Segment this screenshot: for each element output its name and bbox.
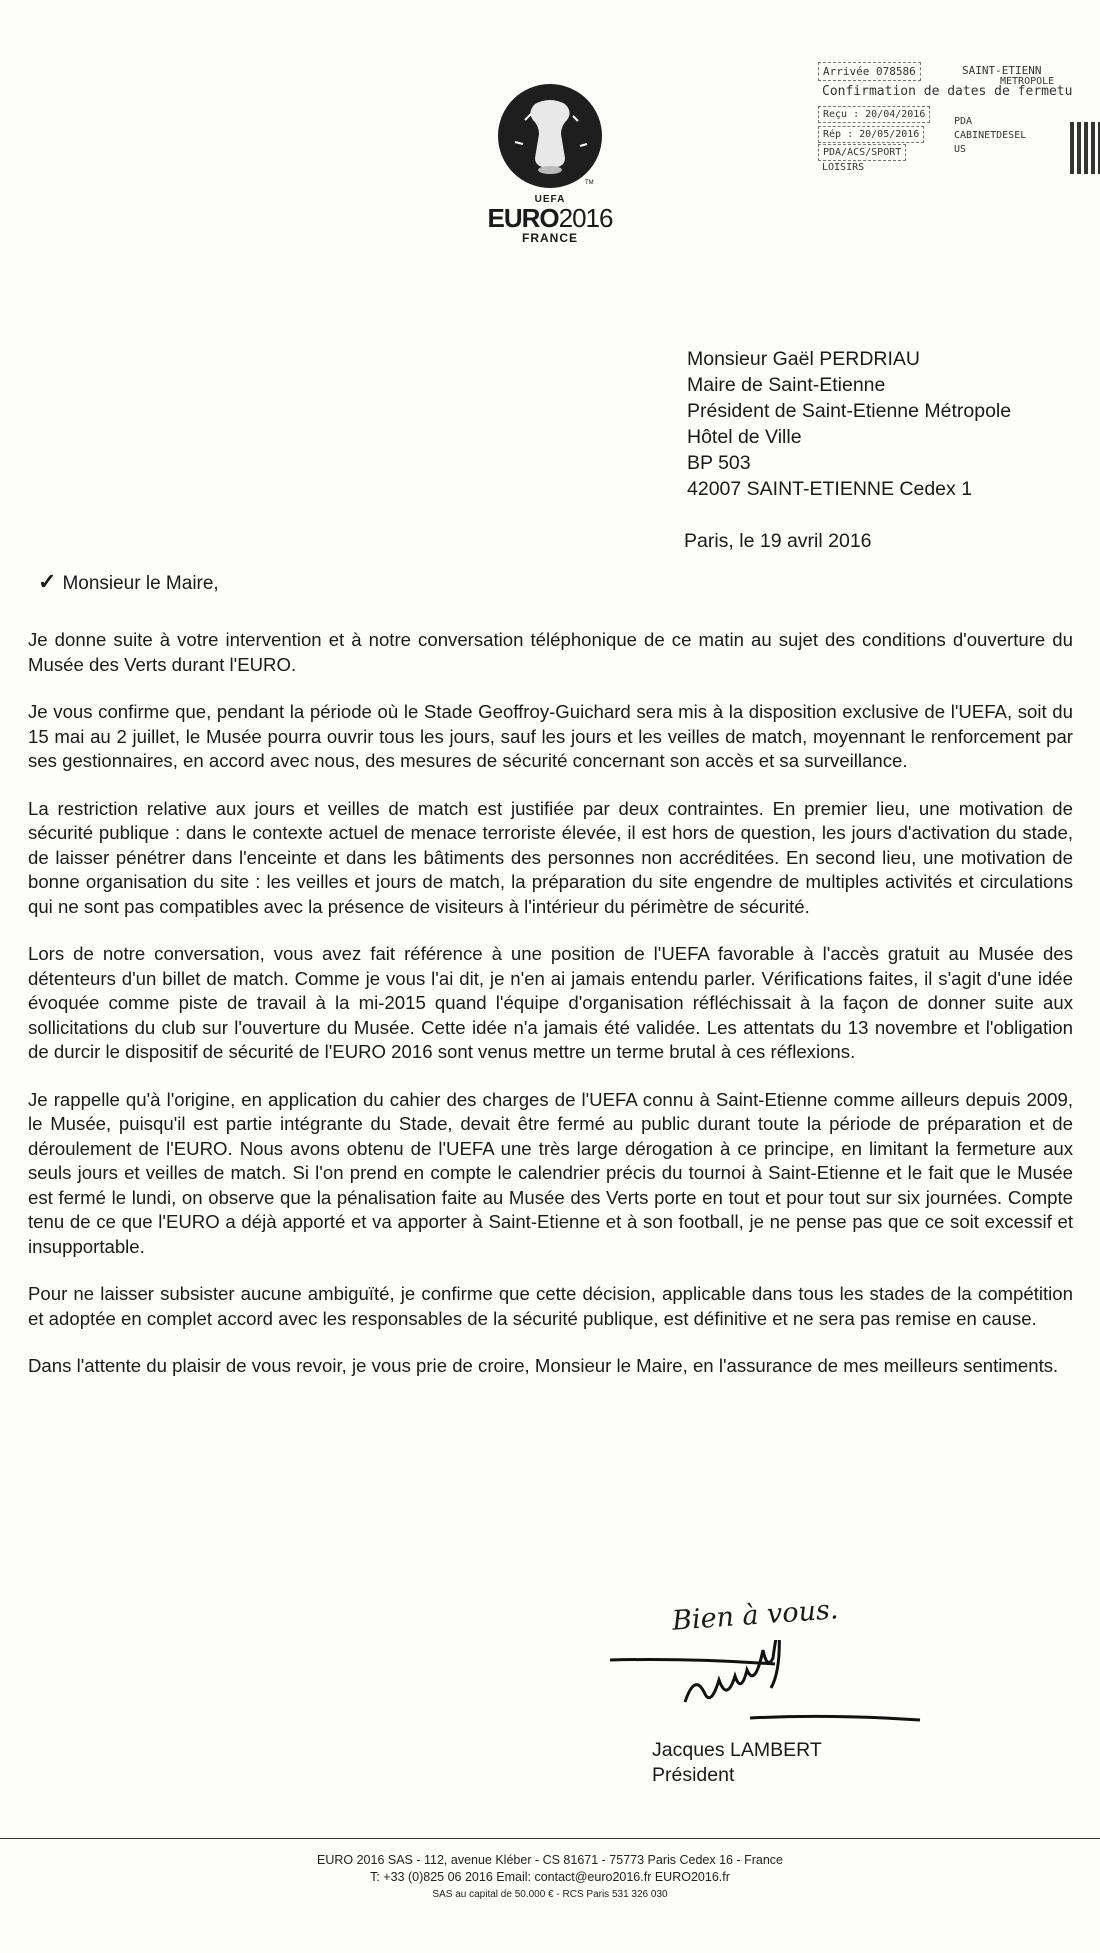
stamp-received-date: Reçu : 20/04/2016 — [818, 106, 930, 123]
recipient-address — [687, 346, 1011, 502]
footer-contact: T: +33 (0)825 06 2016 Email: contact@euro2016.fr EURO2016.fr — [370, 1870, 730, 1884]
stamp-dest: PDA — [954, 116, 973, 127]
signature-icon — [600, 1640, 930, 1750]
stamp-dest-2: CABINETDESEL — [954, 130, 1027, 141]
qr-code-icon — [1070, 122, 1100, 174]
paragraph: Lors de notre conversation, vous avez fait référence à une position de l'UEFA favorable à l'accès gratuit au Musée des détenteurs d'un billet de match. Comme je vous l'ai dit, je n'en ai jamais entendu parler. Vérifications faites, il s'agit d'une idée évoquée comme piste de travail à la mi-2015 quand l'équipe d'organisation réfléchissait à la façon de donner suite aux sollicitations du club sur l'ouverture du Musée. Cette idée n'a jamais été validée. Les attentats du 13 novembre et l'obligation de durcir le dispositif de sécurité de l'EURO 2016 sont venus mettre un terme brutal à ces réflexions. — [28, 943, 1073, 1062]
address-line-6: 42007 SAINT-ETIENNE Cedex 1 — [687, 478, 973, 500]
arrival-stamp — [818, 62, 1100, 212]
stamp-service-2: LOISIRS — [822, 162, 865, 173]
address-line-2: Maire de Saint-Etienne — [687, 374, 886, 396]
footer — [0, 1852, 1100, 1903]
paragraph: Pour ne laisser subsister aucune ambiguïté, je confirme que cette décision, applicable dans tous les stades de la compétition et adoptée en complet accord avec les responsables de la sécurité publique, est définitive et ne sera pas remise en cause. — [28, 1283, 1073, 1329]
footer-legal: SAS au capital de 50.000 € - RCS Paris 531 326 030 — [432, 1889, 668, 1900]
euro2016-logo — [470, 80, 630, 245]
signer-title: Président — [652, 1764, 735, 1786]
signer-block — [652, 1738, 822, 1788]
salutation — [38, 569, 219, 595]
paragraph: Je donne suite à votre intervention et à notre conversation téléphonique de ce matin au sujet des conditions d'ouverture du Musée des Verts durant l'EURO. — [28, 629, 1073, 675]
logo-euro-word: EURO — [487, 203, 559, 233]
paragraph: Je rappelle qu'à l'origine, en application du cahier des charges de l'UEFA connu à Saint-Etienne comme ailleurs depuis 2009, le Musée, puisqu'il est partie intégrante du Stade, devait être fermé au public durant toute la période de préparation et de déroulement de l'EURO. Nous avons obtenu de l'UEFA une très large dérogation à ce principe, en limitant la fermeture aux seuls jours et veilles de match. Si l'on prend en compte le calendrier précis du tournoi à Saint-Etienne et le fait que le Musée est fermé le lundi, on observe que la pénalisation faite au Musée des Verts porte en tout et pour tout sur six journées. Compte tenu de ce que l'EURO a déjà apporté et va apporter à Saint-Etienne et à son football, je ne pense pas que ce soit excessif et insupportable. — [28, 1088, 1073, 1257]
footer-divider — [0, 1838, 1100, 1839]
salutation-text: Monsieur le Maire, — [62, 573, 219, 594]
paragraph: Dans l'attente du plaisir de vous revoir, je vous prie de croire, Monsieur le Maire, en l'assurance de mes meilleurs sentiments. — [28, 1355, 1059, 1376]
stamp-city: SAINT-ETIENN — [962, 64, 1042, 77]
trophy-icon — [495, 80, 605, 192]
stamp-city-2: METROPOLE — [1000, 76, 1055, 87]
address-line-3: Président de Saint-Etienne Métropole — [687, 400, 1012, 422]
handwritten-note: Bien à vous. — [671, 1594, 840, 1637]
address-line-1: Monsieur Gaël PERDRIAU — [687, 348, 920, 370]
stamp-service: PDA/ACS/SPORT — [818, 144, 906, 161]
stamp-reply-date: Rép : 20/05/2016 — [818, 126, 924, 143]
stamp-subject: Confirmation de dates de fermetu — [822, 84, 1073, 99]
footer-address: EURO 2016 SAS - 112, avenue Kléber - CS 81671 - 75773 Paris Cedex 16 - France — [317, 1853, 783, 1867]
stamp-dest-3: US — [954, 144, 967, 155]
letter-date: Paris, le 19 avril 2016 — [684, 530, 872, 552]
signer-name: Jacques LAMBERT — [652, 1739, 822, 1761]
handwritten-tick-icon: ✓ — [38, 569, 57, 594]
logo-uefa-text: UEFA — [534, 194, 566, 205]
address-line-5: BP 503 — [687, 452, 751, 474]
paragraph: La restriction relative aux jours et veilles de match est justifiée par deux contraintes. En premier lieu, une motivation de sécurité publique : dans le contexte actuel de menace terroriste élevée, il est hors de question, les jours d'activation du stade, de laisser pénétrer dans l'enceinte et dans les bâtiments des personnes non accréditées. En second lieu, une motivation de bonne organisation du site : les veilles et jours de match, la préparation du site engendre de multiples activités et circulations qui ne sont pas compatibles avec la présence de visiteurs à l'intérieur du périmètre de sécurité. — [28, 797, 1073, 917]
logo-euro-text — [470, 205, 630, 231]
letter-body — [28, 628, 1073, 1402]
paragraph: Je vous confirme que, pendant la période où le Stade Geoffroy-Guichard sera mis à la disposition exclusive de l'UEFA, soit du 15 mai au 2 juillet, le Musée pourra ouvrir tous les jours, sauf les jours et les veilles de match, moyennant le renforcement par ses gestionnaires, en accord avec nous, des mesures de sécurité concernant son accès et sa surveillance. — [28, 701, 1073, 771]
stamp-arrival-number: Arrivée 078586 — [818, 62, 921, 81]
svg-text:TM: TM — [585, 180, 594, 186]
address-line-4: Hôtel de Ville — [687, 426, 802, 448]
logo-country: FRANCE — [522, 231, 578, 245]
logo-year: 2016 — [558, 203, 613, 233]
